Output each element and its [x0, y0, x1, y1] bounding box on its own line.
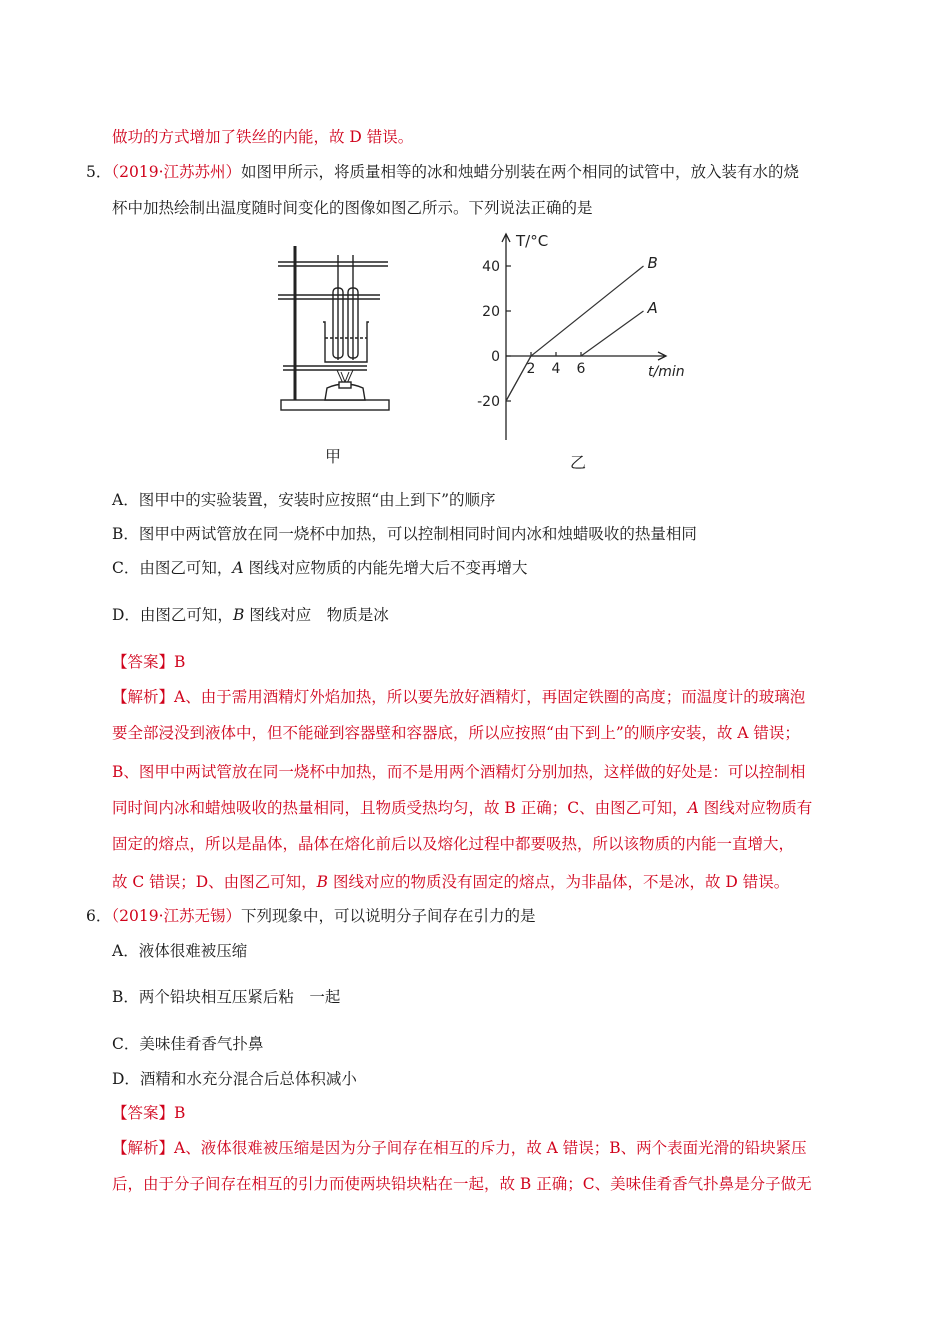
q5-option-d-italic: B: [232, 606, 245, 624]
x-tick-label: 2: [526, 361, 536, 377]
q5-analysis-line5: 固定的熔点，所以是晶体，晶体在熔化前后以及熔化过程中都要吸热，所以该物质的内能一直增大，: [112, 835, 795, 853]
q5-option-b: B．图甲中两试管放在同一烧杯中加热，可以控制相同时间内冰和烛蜡吸收的热量相同: [112, 525, 697, 543]
q6-option-b: B．两个铅块相互压紧后粘 一起: [112, 988, 341, 1006]
q5-stem-line1: [86, 162, 799, 182]
q5-analysis-line4-a: 同时间内冰和蜡烛吸收的热量相同，且物质受热均匀，故 B 正确；C、由图乙可知，: [112, 799, 688, 817]
x-axis-label: t/min: [648, 364, 685, 380]
q5-option-a: A．图甲中的实验装置，安装时应按照“由上到下”的顺序: [112, 491, 496, 509]
series-label-a: A: [647, 299, 658, 317]
y-tick-label: 20: [482, 304, 500, 320]
q5-analysis-line2: 要全部浸没到液体中，但不能碰到容器壁和容器底，所以应按照“由下到上”的顺序安装，故 A 错误；: [112, 724, 800, 742]
prev-analysis-tail: 做功的方式增加了铁丝的内能，故 D 错误。: [112, 128, 414, 146]
y-tick-label: 0: [491, 349, 500, 365]
q5-option-c-italic: A: [232, 559, 244, 577]
q5-stem-line2: 杯中加热绘制出温度随时间变化的图像如图乙所示。下列说法正确的是: [112, 199, 593, 217]
q5-analysis-line6-a: 故 C 错误；D、由图乙可知，: [112, 873, 317, 891]
q5-option-c-text: 图线对应物质的内能先增大后不变再增大: [243, 559, 528, 577]
q5-analysis-line6-italic: B: [316, 873, 329, 891]
q5-analysis-line4-italic: A: [687, 799, 699, 817]
q5-option-d-text: 图线对应 物质是冰: [244, 606, 389, 624]
q6-option-d: D．酒精和水充分混合后总体积减小: [112, 1070, 357, 1088]
q6-analysis-line2: 后，由于分子间存在相互的引力而使两块铅块粘在一起，故 B 正确；C、美味佳肴香气扑鼻是分子做无: [112, 1175, 812, 1193]
q5-analysis-line6: [112, 872, 789, 892]
q6-stem: [86, 906, 536, 926]
q6-answer: 【答案】B: [112, 1104, 186, 1122]
q5-source: （2019·江苏苏州）: [111, 163, 241, 181]
q6-stem-text: 下列现象中，可以说明分子间存在引力的是: [241, 907, 536, 925]
q6-source: （2019·江苏无锡）: [111, 907, 241, 925]
q5-option-c: [112, 558, 528, 578]
y-tick-label: -20: [477, 394, 500, 410]
y-axis-label: T/°C: [516, 232, 549, 250]
temperature-time-chart: [470, 228, 700, 473]
x-tick-label: 6: [576, 361, 586, 377]
q5-option-d: [112, 605, 389, 625]
figure-yi-caption: 乙: [569, 453, 587, 472]
q6-option-c: C．美味佳肴香气扑鼻: [112, 1035, 264, 1053]
q5-number: 5．: [86, 163, 112, 181]
q5-analysis-line4: [112, 798, 812, 818]
q6-number: 6．: [86, 907, 112, 925]
series-label-b: B: [647, 254, 658, 272]
series-line-b: [506, 266, 644, 401]
q5-stem-text: 如图甲所示，将质量相等的冰和烛蜡分别装在两个相同的试管中，放入装有水的烧: [241, 163, 800, 181]
q5-analysis-line1: 【解析】A、由于需用酒精灯外焰加热，所以要先放好酒精灯，再固定铁圈的高度；而温度计的玻璃泡: [112, 688, 806, 706]
x-tick-label: 4: [551, 361, 561, 377]
q5-option-d-prefix: D．由图乙可知，: [112, 606, 233, 624]
figure-jia-caption: 甲: [324, 447, 342, 466]
q6-analysis-line1: 【解析】A、液体很难被压缩是因为分子间存在相互的斥力，故 A 错误；B、两个表面光滑的铅块紧压: [112, 1139, 807, 1157]
q5-answer: 【答案】B: [112, 653, 186, 671]
q5-option-c-prefix: C．由图乙可知，: [112, 559, 233, 577]
q5-analysis-line3: B、图甲中两试管放在同一烧杯中加热，而不是用两个酒精灯分别加热，这样做的好处是：可以控制相: [112, 763, 806, 781]
q5-analysis-line6-b: 图线对应的物质没有固定的熔点，为非晶体，不是冰，故 D 错误。: [328, 873, 790, 891]
q5-analysis-line4-b: 图线对应物质有: [698, 799, 813, 817]
apparatus-figure: [275, 240, 393, 470]
y-tick-label: 40: [482, 259, 500, 275]
q6-option-a: A．液体很难被压缩: [112, 942, 248, 960]
